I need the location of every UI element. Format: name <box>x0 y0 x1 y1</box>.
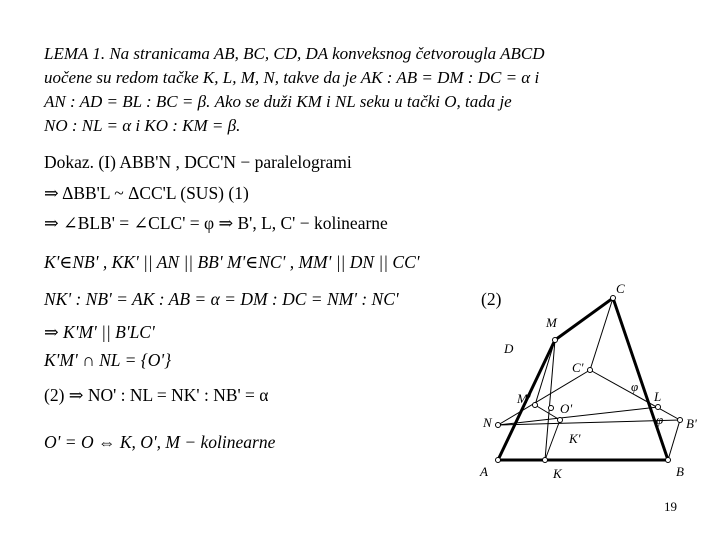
proof-line-6: ⇒ K'M' || B'LC' <box>44 322 155 342</box>
segment-c-c1 <box>590 298 613 370</box>
proof-line-5-number: (2) <box>481 289 502 309</box>
point-k <box>543 458 548 463</box>
line-c1-l-b1 <box>590 370 680 420</box>
point-b <box>666 458 671 463</box>
proof-line-5: NK' : NB' = AK : AB = α = DM : DC = NM' : NC' <box>44 289 399 309</box>
label-phi-1: φ <box>631 379 639 394</box>
quadrilateral-abcd <box>498 298 668 460</box>
page-number: 19 <box>664 499 677 514</box>
lemma-line-4: NO : NL = α i KO : KM = β. <box>44 116 241 135</box>
proof-line-2: ⇒ ΔBB'L ~ ΔCC'L (SUS) (1) <box>44 183 249 203</box>
segment-b-b1 <box>668 420 680 460</box>
segment-m1-k1 <box>535 405 560 420</box>
label-n: N <box>483 415 492 430</box>
label-phi-2: φ <box>656 412 664 427</box>
proof-line-8: (2) ⇒ NO' : NL = NK' : NB' = α <box>44 385 269 405</box>
point-l <box>656 405 661 410</box>
segment-n-c1 <box>498 370 590 425</box>
label-m: M <box>546 315 557 330</box>
point-b1 <box>678 418 683 423</box>
point-m <box>553 338 558 343</box>
point-c1 <box>588 368 593 373</box>
label-k: K <box>553 466 562 481</box>
point-k1 <box>558 418 563 423</box>
label-d: D <box>504 341 514 356</box>
label-a: A <box>480 464 488 479</box>
label-b1: B' <box>686 416 697 431</box>
proof-line-7: K'M' ∩ NL = {O'} <box>44 350 172 370</box>
proof-line-3: ⇒ ∠BLB' = ∠CLC' = φ ⇒ B', L, C' − kolinearne <box>44 213 388 233</box>
segment-n-b1 <box>498 420 680 425</box>
label-l: L <box>654 389 662 404</box>
point-n <box>496 423 501 428</box>
proof-line-1: Dokaz. (I) ABB'N , DCC'N − paralelogrami <box>44 152 352 172</box>
point-o1 <box>549 406 554 411</box>
lemma-line-2: uočene su redom tačke K, L, M, N, takve da je AK : AB = DM : DC = α i <box>44 68 540 87</box>
label-o1: O' <box>560 401 573 416</box>
proof-line-9: O' = O ⇔ K, O', M − kolinearne <box>44 432 276 452</box>
label-k1: K' <box>569 431 581 446</box>
label-c1: C' <box>572 360 584 375</box>
proof-line-4: K'∈NB' , KK' || AN || BB' M'∈NC' , MM' || DN || CC' <box>44 252 420 272</box>
label-c: C <box>616 281 625 296</box>
lemma-line-3: AN : AD = BL : BC = β. Ako se duži KM i NL seku u tački O, tada je <box>44 92 512 111</box>
label-m1: M' <box>517 391 531 406</box>
lemma-line-1: LEMA 1. Na stranicama AB, BC, CD, DA konveksnog četvorougla ABCD <box>44 44 545 63</box>
segment-k-k1 <box>545 420 560 460</box>
point-m1 <box>533 403 538 408</box>
label-b: B <box>676 464 684 479</box>
point-c <box>611 296 616 301</box>
point-a <box>496 458 501 463</box>
